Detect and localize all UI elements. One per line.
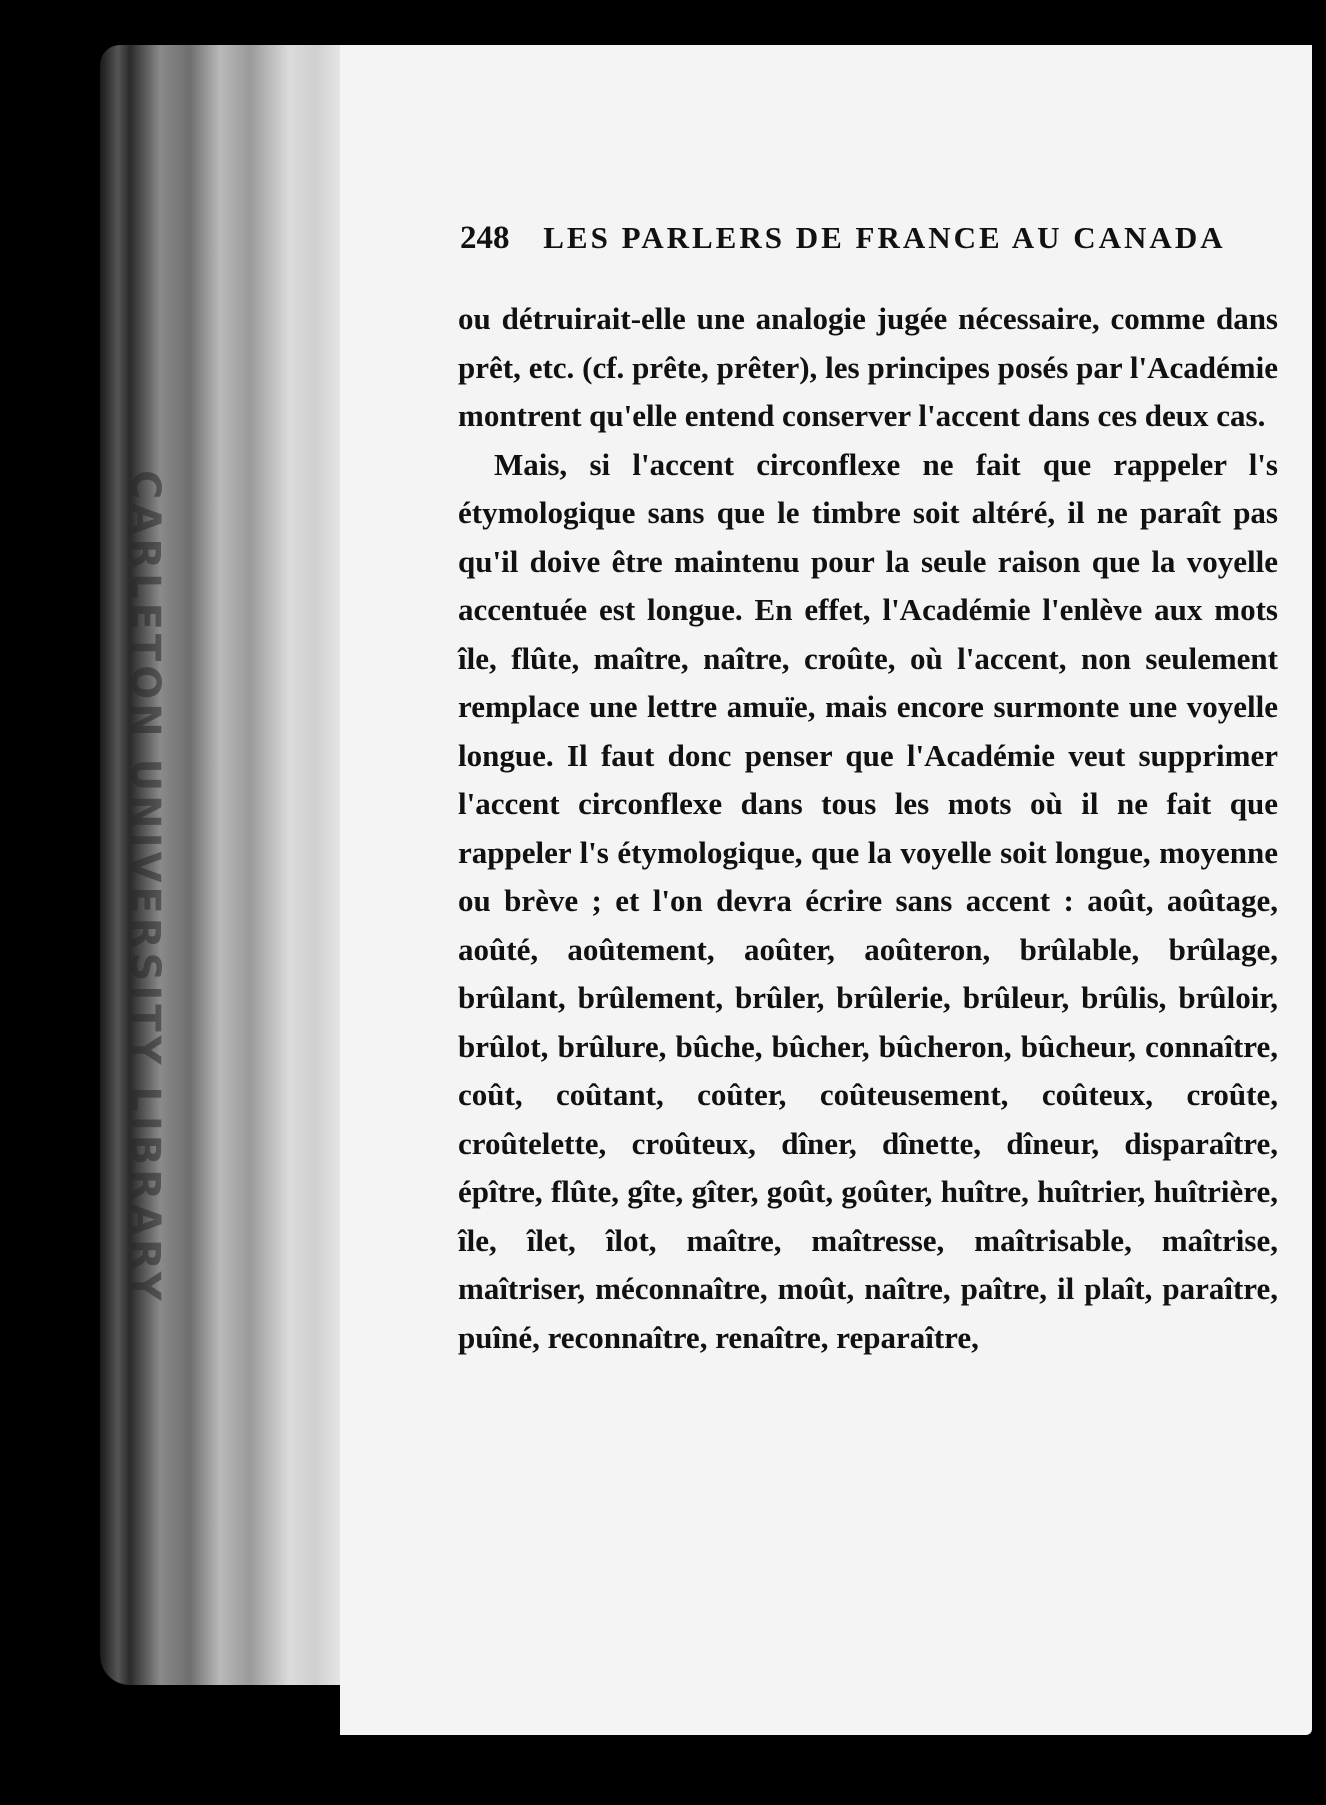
running-title: LES PARLERS DE FRANCE AU CANADA bbox=[543, 220, 1226, 255]
paragraph-continued: ou détruirait-elle une analogie jugée nécessaire, comme dans prêt, etc. (cf. prête, prêter), les principes posés par l'Académie montrent qu'elle entend conserver l'accent dans ces deux cas. bbox=[458, 301, 1278, 433]
book-page bbox=[340, 45, 1312, 1735]
body-text bbox=[458, 295, 1278, 1362]
running-head bbox=[460, 220, 1226, 257]
paragraph: Mais, si l'accent circonflexe ne fait que rappeler l's étymologique sans que le timbre soit altéré, il ne paraît pas qu'il doive être maintenu pour la seule raison que la voyelle accentuée est longue. En effet, l'Académie l'enlève aux mots île, flûte, maître, naître, croûte, où l'accent, non seulement remplace une lettre amuïe, mais encore surmonte une voyelle longue. Il faut donc penser que l'Académie veut supprimer l'accent circonflexe dans tous les mots où il ne fait que rappeler l's étymologique, que la voyelle soit longue, moyenne ou brève ; et l'on devra écrire sans accent : août, aoûtage, aoûté, aoûtement, aoûter, aoûteron, brûlable, brûlage, brûlant, brûlement, brûler, brûlerie, brûleur, brûlis, brûloir, brûlot, brûlure, bûche, bûcher, bûcheron, bûcheur, connaître, coût, coûtant, coûter, coûteusement, coûteux, croûte, croûtelette, croûteux, dîner, dînette, dîneur, disparaître, épître, flûte, gîte, gîter, goût, goûter, huître, huîtrier, huîtrière, île, îlet, îlot, maître, maîtresse, maîtrisable, maîtrise, maîtriser, méconnaître, moût, naître, paître, il plaît, paraître, puîné, reconnaître, renaître, reparaître, bbox=[458, 446, 1278, 1355]
page-number: 248 bbox=[460, 220, 510, 256]
spine-library-stamp: CARLETON UNIVERSITY LIBRARY bbox=[122, 470, 168, 1305]
